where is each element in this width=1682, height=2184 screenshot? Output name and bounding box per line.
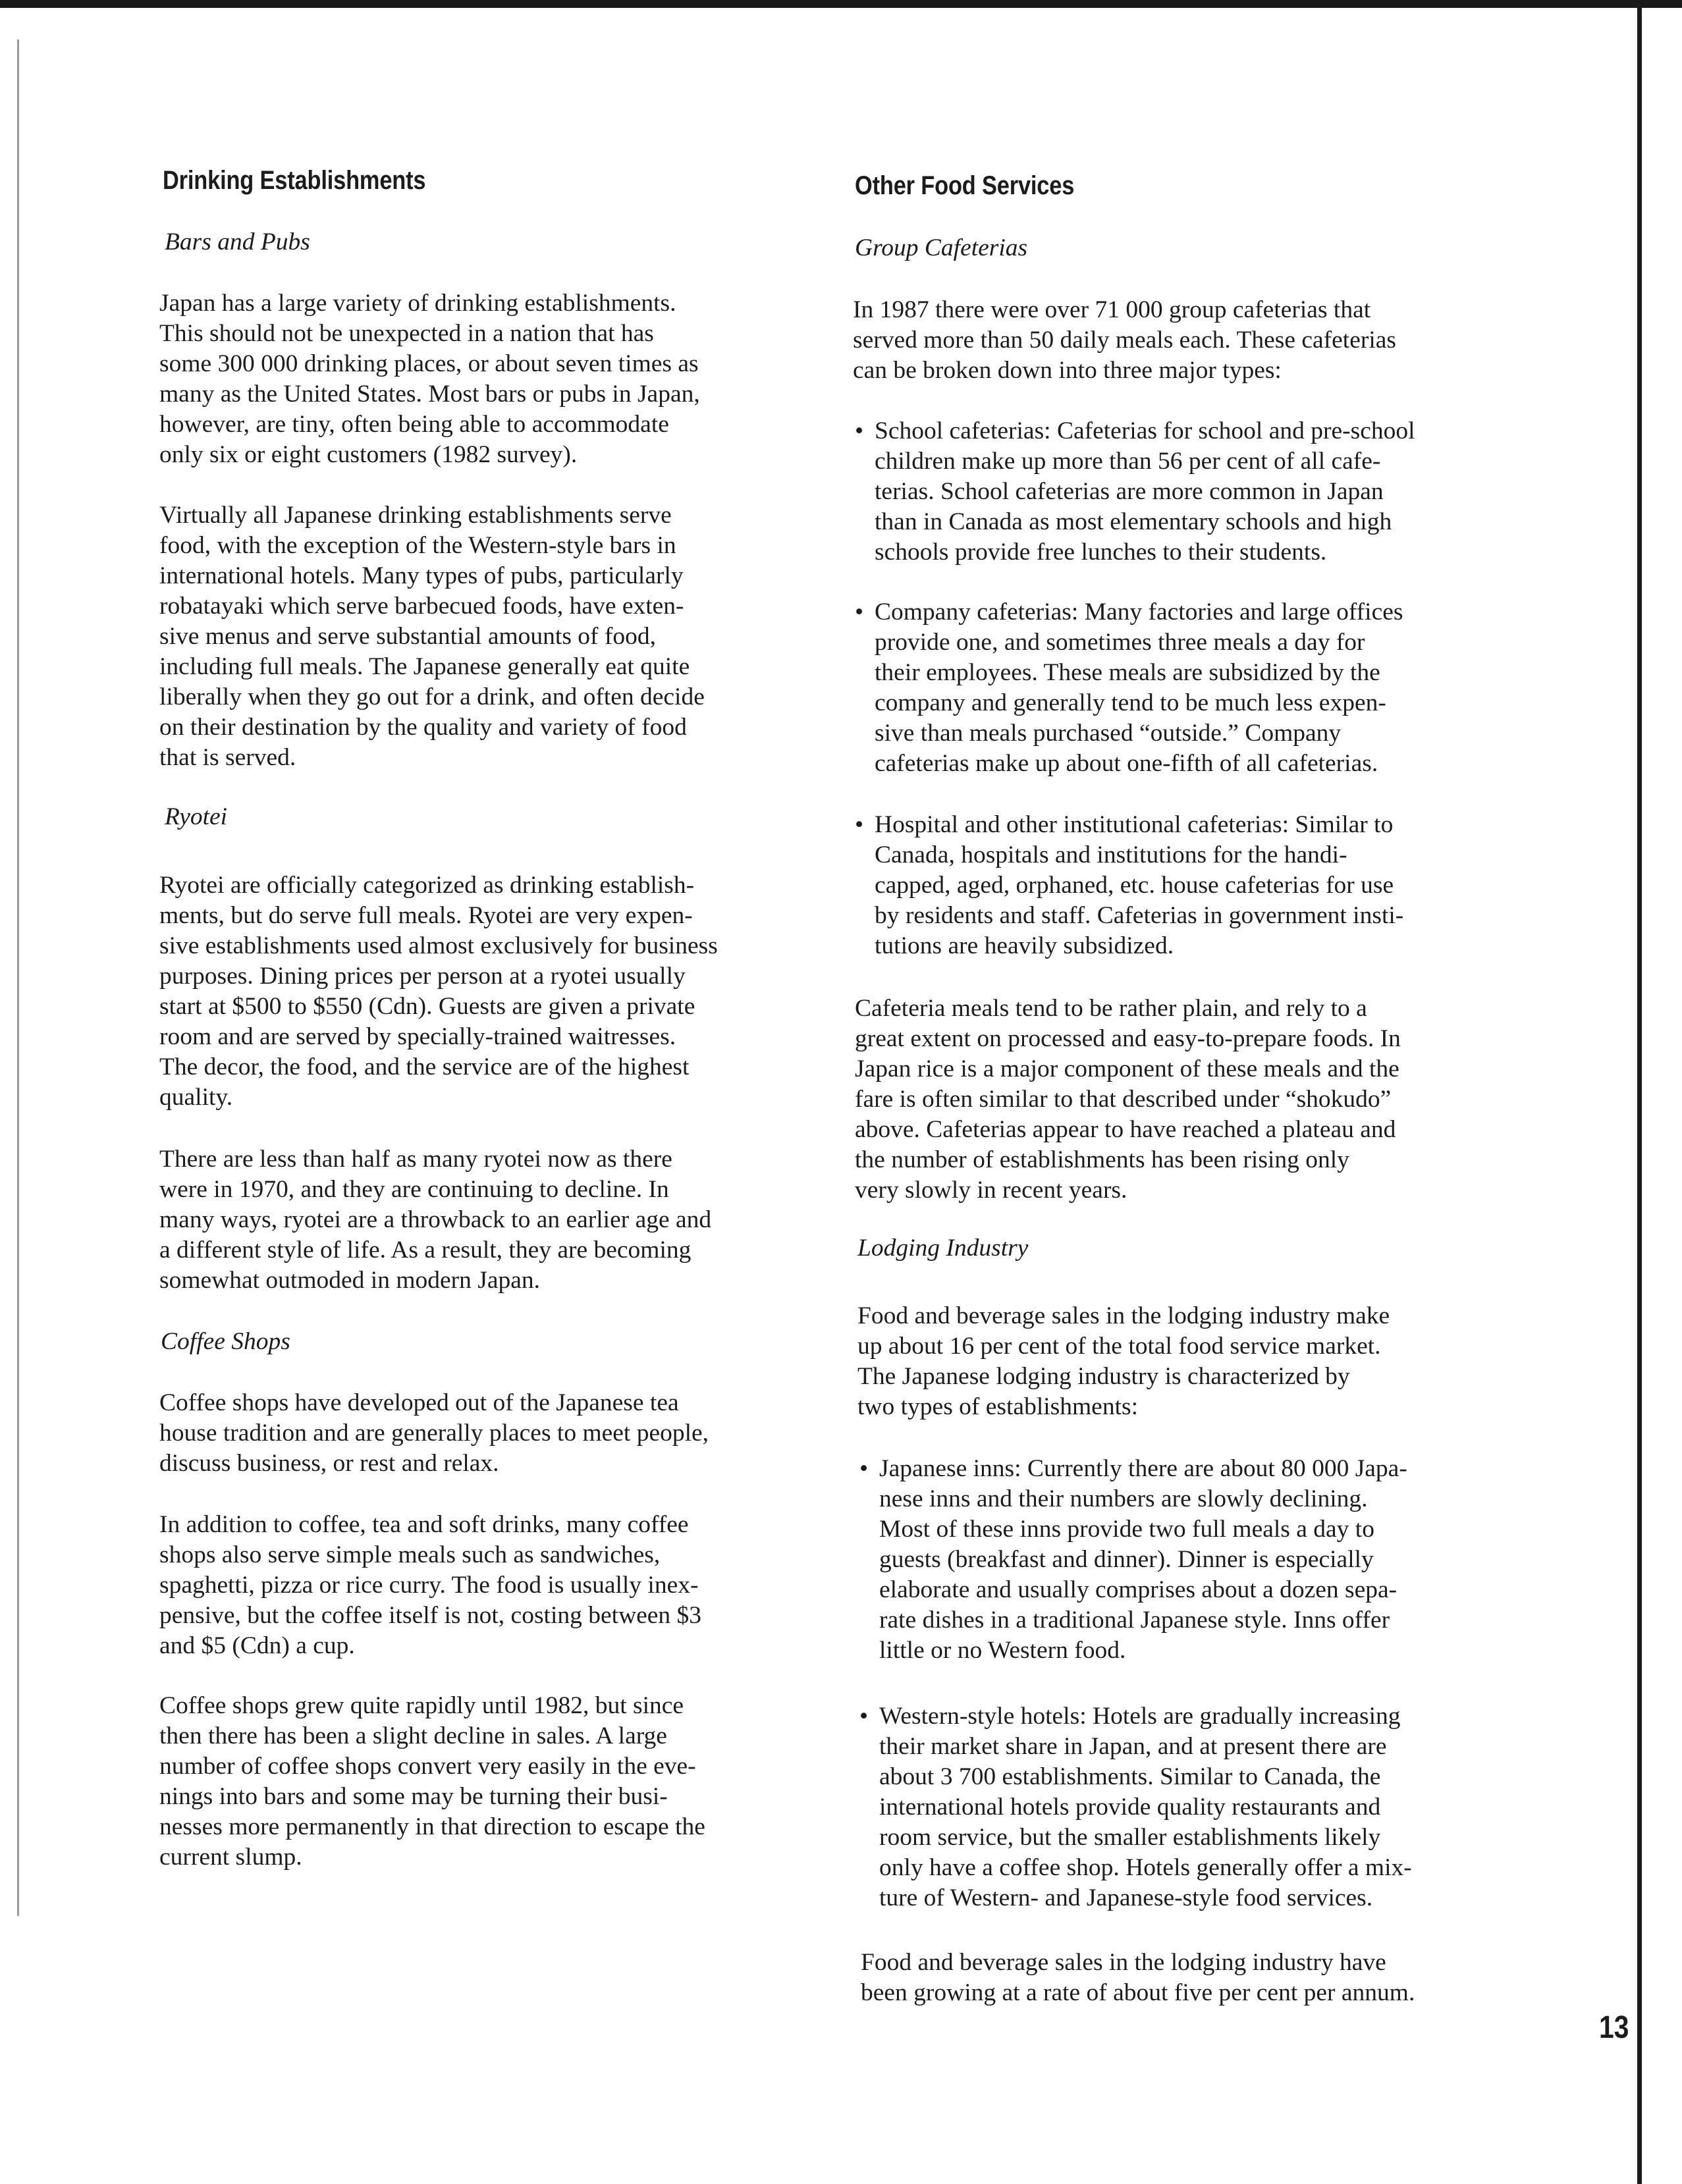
text-line: only have a coffee shop. Hotels generally offer a mix-: [879, 1854, 1412, 1881]
text-line: on their destination by the quality and variety of food: [159, 714, 687, 741]
text-line: served more than 50 daily meals each. These cafeterias: [853, 327, 1396, 354]
paragraph-lodging-2: [861, 1948, 1415, 2008]
section-heading-drinking: Drinking Establishments: [163, 166, 426, 195]
text-line: liberally when they go out for a drink, and often decide: [159, 683, 705, 710]
subheading-ryotei: Ryotei: [165, 803, 228, 830]
text-line: Hospital and other institutional cafeterias: Similar to: [875, 811, 1394, 838]
text-line: ments, but do serve full meals. Ryotei are very expen-: [159, 902, 693, 929]
text-line: start at $500 to $550 (Cdn). Guests are given a private: [159, 993, 695, 1020]
bullet-text: [875, 597, 1403, 779]
text-line: tutions are heavily subsidized.: [875, 932, 1174, 959]
text-line: very slowly in recent years.: [855, 1177, 1127, 1204]
text-line: shops also serve simple meals such as sandwiches,: [159, 1541, 661, 1568]
subheading-group-cafeterias: Group Cafeterias: [855, 234, 1028, 261]
text-line: Japanese inns: Currently there are about 80 000 Japa-: [879, 1455, 1407, 1482]
text-line: guests (breakfast and dinner). Dinner is especially: [879, 1546, 1374, 1573]
text-line: then there has been a slight decline in sales. A large: [159, 1722, 667, 1749]
text-line: Company cafeterias: Many factories and large offices: [875, 599, 1403, 626]
text-line: fare is often similar to that described under “shokudo”: [855, 1086, 1392, 1113]
bullet-dot: •: [855, 811, 864, 838]
text-line: Coffee shops have developed out of the Japanese tea: [159, 1389, 679, 1416]
text-line: and $5 (Cdn) a cup.: [159, 1632, 355, 1659]
text-line: elaborate and usually comprises about a dozen sepa-: [879, 1576, 1397, 1603]
text-line: than in Canada as most elementary schools and high: [875, 508, 1392, 535]
text-line: The Japanese lodging industry is characterized by: [857, 1363, 1350, 1390]
bullet-dot: •: [859, 1455, 869, 1482]
text-line: Virtually all Japanese drinking establishments serve: [159, 502, 672, 529]
paragraph-cafeteria-meals: [855, 994, 1401, 1206]
text-line: about 3 700 establishments. Similar to Canada, the: [879, 1763, 1381, 1790]
text-line: children make up more than 56 per cent of all cafe-: [875, 448, 1381, 475]
text-line: In addition to coffee, tea and soft drinks, many coffee: [159, 1511, 689, 1538]
text-line: ture of Western- and Japanese-style food services.: [879, 1884, 1373, 1911]
text-line: School cafeterias: Cafeterias for school and pre-school: [875, 417, 1415, 444]
text-line: including full meals. The Japanese generally eat quite: [159, 653, 690, 680]
paragraph-coffee-2: [159, 1510, 701, 1661]
text-line: cafeterias make up about one-fifth of all cafeterias.: [875, 750, 1378, 777]
text-line: that is served.: [159, 744, 296, 771]
text-line: Ryotei are officially categorized as drinking establish-: [159, 872, 695, 899]
text-line: some 300 000 drinking places, or about seven times as: [159, 350, 699, 377]
bullet-dot: •: [855, 599, 864, 626]
text-line: robatayaki which serve barbecued foods, have exten-: [159, 593, 684, 620]
page-number: 13: [1599, 2010, 1629, 2045]
bullet-text: [879, 1701, 1412, 1913]
paragraph-bars-1: [159, 288, 700, 470]
text-line: The decor, the food, and the service are of the highest: [159, 1053, 690, 1080]
text-line: nings into bars and some may be turning their busi-: [159, 1783, 668, 1810]
text-line: nesses more permanently in that direction to escape the: [159, 1813, 705, 1840]
text-line: can be broken down into three major types:: [853, 357, 1282, 384]
text-line: terias. School cafeterias are more common in Japan: [875, 478, 1384, 505]
text-line: little or no Western food.: [879, 1637, 1126, 1664]
text-line: capped, aged, orphaned, etc. house cafeterias for use: [875, 872, 1394, 899]
subheading-lodging-industry: Lodging Industry: [857, 1235, 1029, 1262]
bullet-text: [875, 810, 1403, 961]
paragraph-ryotei-1: [159, 870, 718, 1113]
section-heading-other-food: Other Food Services: [855, 171, 1075, 200]
text-line: Food and beverage sales in the lodging industry have: [861, 1949, 1386, 1976]
text-line: international hotels. Many types of pubs, particularly: [159, 562, 684, 589]
text-line: Food and beverage sales in the lodging industry make: [857, 1302, 1390, 1329]
text-line: pensive, but the coffee itself is not, costing between $3: [159, 1602, 702, 1629]
text-line: purposes. Dining prices per person at a ryotei usually: [159, 963, 686, 990]
text-line: great extent on processed and easy-to-prepare foods. In: [855, 1025, 1401, 1052]
text-line: by residents and staff. Cafeterias in government insti-: [875, 902, 1404, 929]
text-line: room service, but the smaller establishments likely: [879, 1824, 1381, 1851]
text-line: current slump.: [159, 1844, 302, 1871]
text-line: up about 16 per cent of the total food service market.: [857, 1333, 1381, 1360]
text-line: rate dishes in a traditional Japanese style. Inns offer: [879, 1607, 1390, 1634]
text-line: food, with the exception of the Western-style bars in: [159, 532, 676, 559]
text-line: spaghetti, pizza or rice curry. The food is usually inex-: [159, 1572, 699, 1599]
text-line: international hotels provide quality restaurants and: [879, 1794, 1381, 1821]
text-line: Most of these inns provide two full meals a day to: [879, 1516, 1374, 1543]
bullet-dot: •: [859, 1703, 869, 1730]
text-line: Japan has a large variety of drinking establishments.: [159, 290, 676, 317]
bullet-text: [875, 416, 1415, 568]
text-line: the number of establishments has been rising only: [855, 1146, 1349, 1173]
text-line: There are less than half as many ryotei now as there: [159, 1146, 672, 1173]
text-line: sive menus and serve substantial amounts of food,: [159, 623, 657, 650]
text-line: however, are tiny, often being able to accommodate: [159, 411, 669, 438]
bullet-text: [879, 1454, 1407, 1666]
text-line: only six or eight customers (1982 survey).: [159, 441, 578, 468]
text-line: two types of establishments:: [857, 1393, 1138, 1420]
text-line: been growing at a rate of about five per cent per annum.: [861, 1979, 1415, 2006]
text-line: house tradition and are generally places to meet people,: [159, 1420, 709, 1447]
text-line: their employees. These meals are subsidized by the: [875, 659, 1380, 686]
text-line: were in 1970, and they are continuing to decline. In: [159, 1176, 669, 1203]
text-line: nese inns and their numbers are slowly declining.: [879, 1485, 1368, 1512]
text-line: Coffee shops grew quite rapidly until 1982, but since: [159, 1692, 684, 1719]
text-line: sive than meals purchased “outside.” Company: [875, 720, 1342, 747]
subheading-coffee-shops: Coffee Shops: [161, 1328, 290, 1355]
text-line: their market share in Japan, and at present there are: [879, 1733, 1387, 1760]
text-line: provide one, and sometimes three meals a day for: [875, 629, 1365, 656]
text-line: quality.: [159, 1084, 233, 1111]
paragraph-bars-2: [159, 500, 705, 773]
text-line: room and are served by specially-trained waitresses.: [159, 1023, 676, 1050]
subheading-bars-and-pubs: Bars and Pubs: [165, 228, 310, 255]
paragraph-group-1: [853, 295, 1396, 386]
text-line: discuss business, or rest and relax.: [159, 1450, 499, 1477]
scan-border-right: [1637, 8, 1642, 2184]
text-line: sive establishments used almost exclusively for business: [159, 932, 718, 959]
text-line: In 1987 there were over 71 000 group cafeterias that: [853, 296, 1371, 323]
text-line: schools provide free lunches to their students.: [875, 539, 1327, 566]
text-line: many as the United States. Most bars or pubs in Japan,: [159, 381, 700, 408]
bullet-dot: •: [855, 417, 864, 444]
scan-border-left: [17, 40, 19, 1916]
paragraph-coffee-1: [159, 1388, 709, 1479]
paragraph-ryotei-2: [159, 1144, 711, 1296]
text-line: Western-style hotels: Hotels are gradually increasing: [879, 1703, 1401, 1730]
text-line: This should not be unexpected in a nation that has: [159, 320, 654, 347]
text-line: somewhat outmoded in modern Japan.: [159, 1267, 541, 1294]
text-line: Cafeteria meals tend to be rather plain, and rely to a: [855, 995, 1367, 1022]
text-line: above. Cafeterias appear to have reached a plateau and: [855, 1116, 1396, 1143]
text-line: a different style of life. As a result, they are becoming: [159, 1237, 692, 1264]
text-line: many ways, ryotei are a throwback to an earlier age and: [159, 1206, 712, 1233]
text-line: company and generally tend to be much less expen-: [875, 689, 1386, 716]
paragraph-coffee-3: [159, 1691, 705, 1873]
paragraph-lodging-1: [857, 1301, 1390, 1422]
text-line: Canada, hospitals and institutions for the handi-: [875, 841, 1347, 868]
text-line: number of coffee shops convert very easily in the eve-: [159, 1753, 696, 1780]
text-line: Japan rice is a major component of these meals and the: [855, 1055, 1399, 1082]
scan-border-top: [0, 0, 1682, 8]
